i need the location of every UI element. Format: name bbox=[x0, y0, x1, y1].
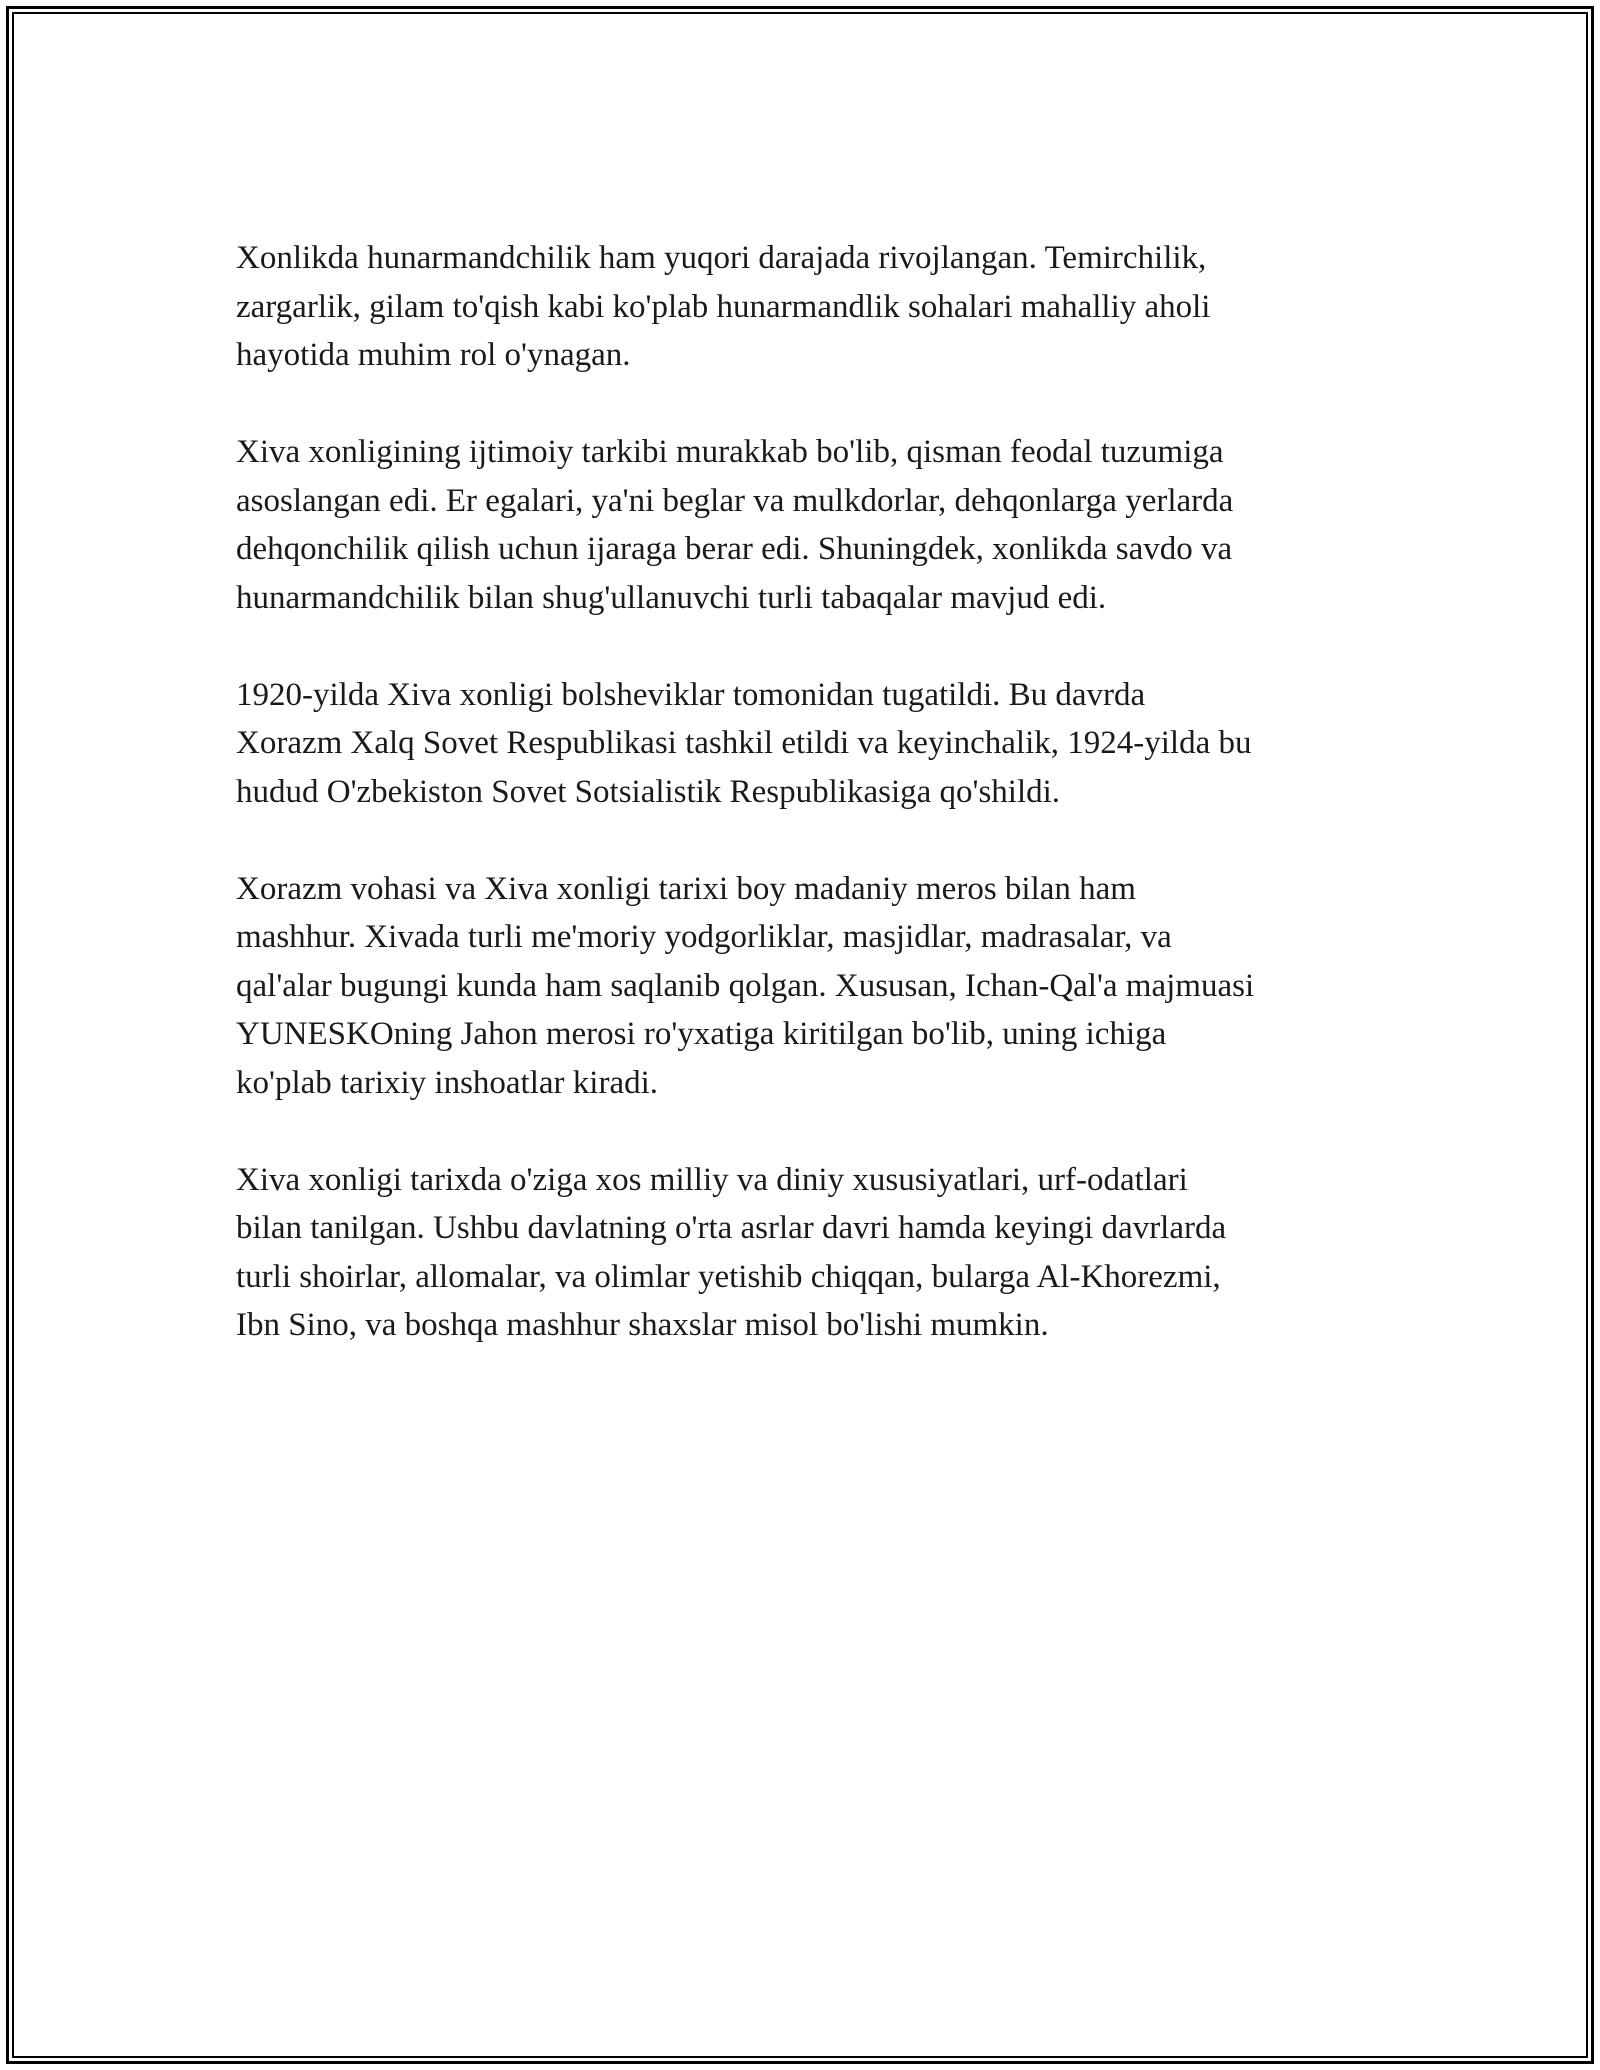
paragraph-cultural-heritage: Xorazm vohasi va Xiva xonligi tarixi boy madaniy meros bilan ham mashhur. Xivada turli me'moriy yodgorliklar, masjidlar, madrasalar, va qal'alar bugungi kunda ham saqlanib qolgan. Xususan, Ichan-Qal'a majmuasi YUNESKOning Jahon merosi ro'yxatiga kiritilgan bo'lib, uning ichiga ko'plab tarixiy inshoatlar kiradi. bbox=[236, 870, 1255, 1101]
paragraph-social-structure: Xiva xonligining ijtimoiy tarkibi murakkab bo'lib, qisman feodal tuzumiga asoslangan edi. Er egalari, ya'ni beglar va mulkdorlar, dehqonlarga yerlarda dehqonchilik qilish uchun ijaraga berar edi. Shuningdek, xonlikda savdo va hunarmandchilik bilan shug'ullanuvchi turli tabaqalar mavjud edi. bbox=[236, 434, 1234, 616]
paragraph-crafts: Xonlikda hunarmandchilik ham yuqori darajada rivojlangan. Temirchilik, zargarlik, gilam to'qish kabi ko'plab hunarmandlik sohalari mahalliy aholi hayotida muhim rol o'ynagan. bbox=[236, 240, 1211, 373]
paragraph-1920-events: 1920-yilda Xiva xonligi bolsheviklar tomonidan tugatildi. Bu davrda Xorazm Xalq Sovet Respublikasi tashkil etildi va keyinchalik, 1924-yilda bu hudud O'zbekiston Sovet Sotsialistik Respublikasiga qo'shildi. bbox=[236, 676, 1252, 810]
paragraph-traditions: Xiva xonligi tarixda o'ziga xos milliy va diniy xususiyatlari, urf-odatlari bilan tanilgan. Ushbu davlatning o'rta asrlar davri hamda keyingi davrlarda turli shoirlar, allomalar, va olimlar yetishib chiqqan, bularga Al-Khorezmi, Ibn Sino, va boshqa mashhur shaxslar misol bo'lishi mumkin. bbox=[236, 1161, 1227, 1343]
document-body bbox=[236, 234, 1376, 1398]
